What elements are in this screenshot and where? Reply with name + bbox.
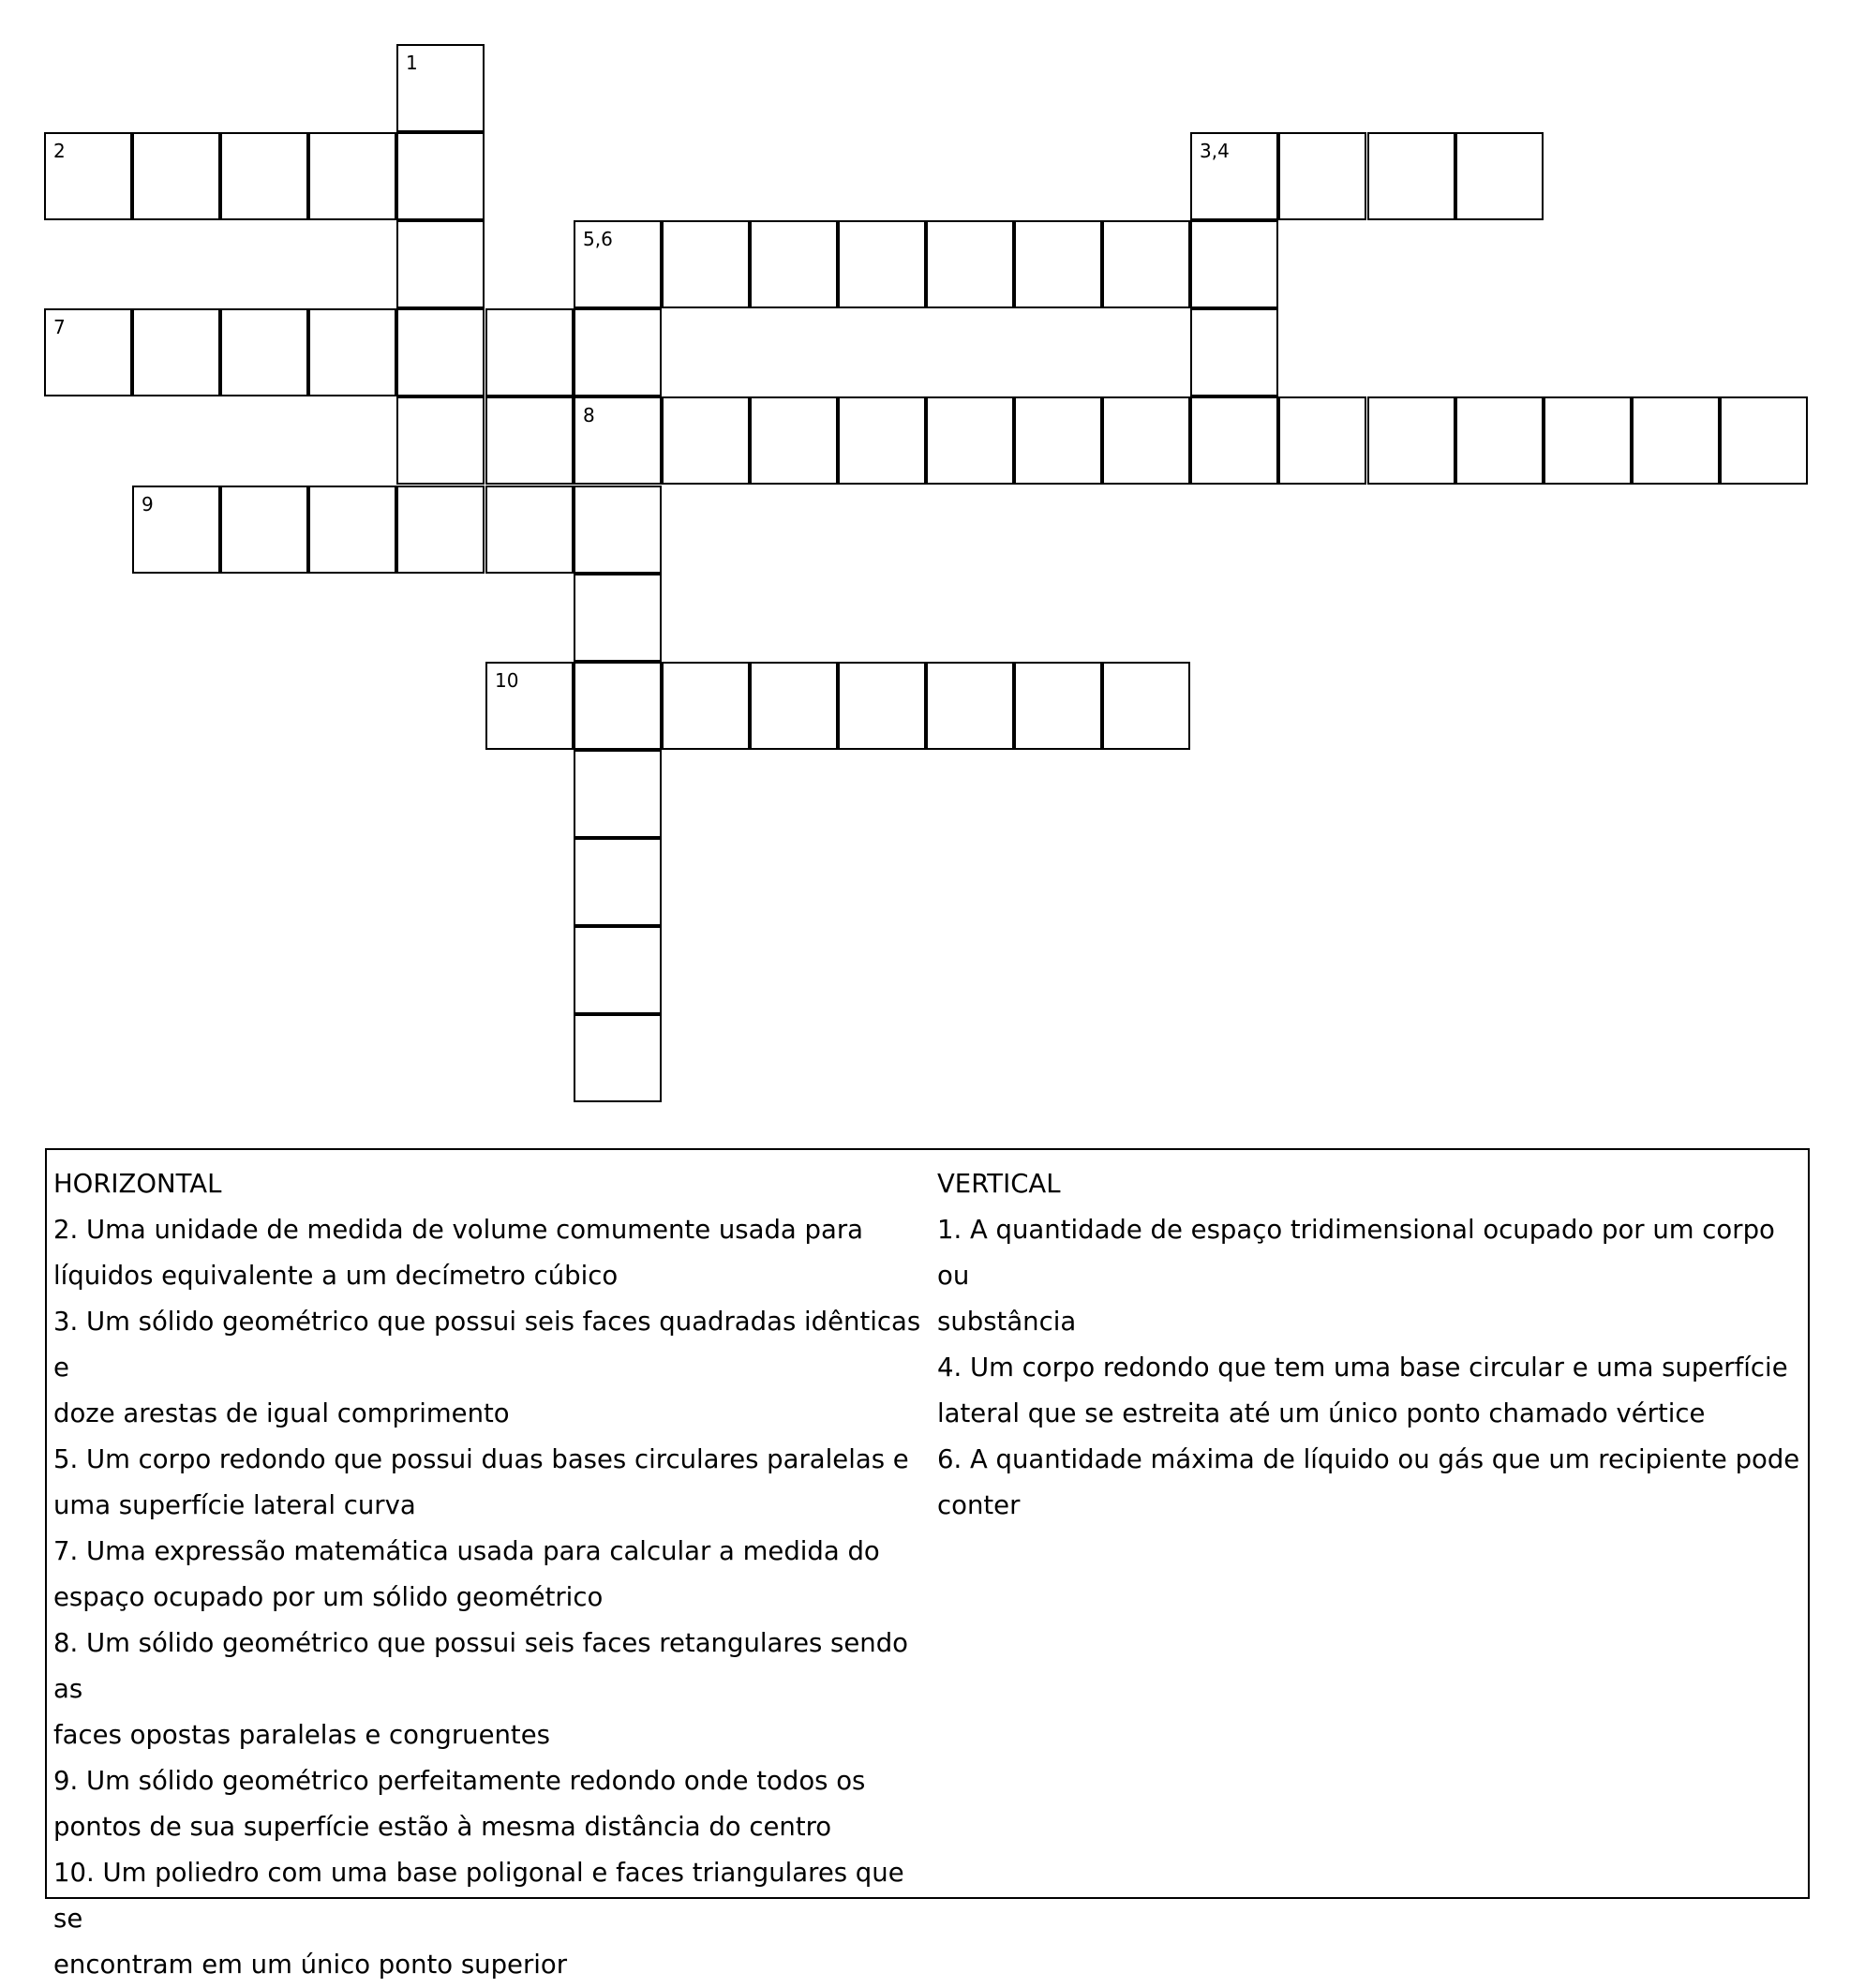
clue-line: 6. A quantidade máxima de líquido ou gás que um recipiente pode	[937, 1444, 1800, 1474]
clues-box	[45, 1148, 1810, 1980]
crossword-cell[interactable]	[308, 486, 396, 574]
clue-number: 1	[406, 52, 418, 74]
crossword-cell[interactable]	[574, 220, 662, 308]
clue-number: 8	[583, 404, 595, 426]
crossword-cell[interactable]	[750, 396, 838, 485]
crossword-cell[interactable]	[1014, 220, 1102, 308]
crossword-cell[interactable]	[574, 396, 662, 485]
clue-line: 4. Um corpo redondo que tem uma base circular e uma superfície	[937, 1353, 1788, 1383]
clue-line: 8. Um sólido geométrico que possui seis faces retangulares sendo as	[53, 1628, 909, 1704]
crossword-cell[interactable]	[838, 396, 926, 485]
crossword-cell[interactable]	[308, 132, 396, 220]
crossword-cell[interactable]	[1102, 220, 1190, 308]
crossword-cell[interactable]	[1190, 132, 1278, 220]
crossword-cell[interactable]	[574, 926, 662, 1014]
crossword-cell[interactable]	[574, 574, 662, 662]
clue-line: lateral que se estreita até um único ponto chamado vértice	[937, 1398, 1706, 1428]
crossword-cell[interactable]	[220, 308, 308, 396]
crossword-cell[interactable]	[132, 308, 220, 396]
crossword-cell[interactable]	[1102, 396, 1190, 485]
clue-line: 2. Uma unidade de medida de volume comumente usada para	[53, 1215, 863, 1245]
crossword-cell[interactable]	[750, 662, 838, 750]
crossword-cell[interactable]	[662, 662, 750, 750]
crossword-cell[interactable]	[1102, 662, 1190, 750]
crossword-cell[interactable]	[1278, 396, 1366, 485]
crossword-cell[interactable]	[574, 308, 662, 396]
crossword-cell[interactable]	[1455, 132, 1544, 220]
crossword-cell[interactable]	[838, 662, 926, 750]
crossword-cell[interactable]	[1720, 396, 1808, 485]
crossword-cell[interactable]	[838, 220, 926, 308]
crossword-cell[interactable]	[926, 220, 1014, 308]
crossword-cell[interactable]	[396, 132, 485, 220]
crossword-cell[interactable]	[574, 1014, 662, 1102]
clue-line: espaço ocupado por um sólido geométrico	[53, 1582, 604, 1612]
clue-line: uma superfície lateral curva	[53, 1490, 416, 1520]
clue-line: pontos de sua superfície estão à mesma distância do centro	[53, 1812, 832, 1842]
clue-number: 10	[495, 669, 519, 692]
clue-line: 1. A quantidade de espaço tridimensional ocupado por um corpo ou	[937, 1215, 1775, 1291]
crossword-cell[interactable]	[485, 662, 574, 750]
crossword-cell[interactable]	[926, 662, 1014, 750]
crossword-cell[interactable]	[1367, 132, 1455, 220]
crossword-cell[interactable]	[574, 486, 662, 574]
clue-line: substância	[937, 1307, 1077, 1337]
crossword-cell[interactable]	[1190, 396, 1278, 485]
horizontal-title: HORIZONTAL	[53, 1169, 222, 1199]
crossword-cell[interactable]	[1367, 396, 1455, 485]
crossword-cell[interactable]	[396, 486, 485, 574]
crossword-cell[interactable]	[574, 750, 662, 838]
clue-line: encontram em um único ponto superior	[53, 1950, 568, 1980]
crossword-cell[interactable]	[220, 132, 308, 220]
crossword-cell[interactable]	[485, 486, 574, 574]
crossword-cell[interactable]	[308, 308, 396, 396]
clue-line: faces opostas paralelas e congruentes	[53, 1720, 550, 1750]
crossword-cell[interactable]	[1014, 396, 1102, 485]
crossword-cell[interactable]	[926, 396, 1014, 485]
crossword-cell[interactable]	[132, 132, 220, 220]
clue-line: 5. Um corpo redondo que possui duas bases circulares paralelas e	[53, 1444, 909, 1474]
crossword-cell[interactable]	[662, 396, 750, 485]
clue-number: 9	[142, 493, 154, 516]
clue-line: conter	[937, 1490, 1021, 1520]
clue-number: 2	[53, 140, 66, 162]
crossword-cell[interactable]	[220, 486, 308, 574]
crossword-cell[interactable]	[132, 486, 220, 574]
crossword-cell[interactable]	[1544, 396, 1632, 485]
clue-line: 10. Um poliedro com uma base poligonal e faces triangulares que se	[53, 1858, 904, 1934]
crossword-cell[interactable]	[396, 220, 485, 308]
crossword-cell[interactable]	[750, 220, 838, 308]
clue-number: 5,6	[583, 228, 613, 250]
crossword-cell[interactable]	[1455, 396, 1544, 485]
crossword-cell[interactable]	[574, 838, 662, 926]
clue-number: 3,4	[1200, 140, 1230, 162]
clue-number: 7	[53, 316, 66, 338]
crossword-cell[interactable]	[1014, 662, 1102, 750]
crossword-cell[interactable]	[1190, 308, 1278, 396]
crossword-cell[interactable]	[44, 132, 132, 220]
vertical-clues	[937, 1161, 1804, 1529]
crossword-cell[interactable]	[396, 308, 485, 396]
crossword-cell[interactable]	[1278, 132, 1366, 220]
crossword-cell[interactable]	[574, 662, 662, 750]
clue-line: 9. Um sólido geométrico perfeitamente redondo onde todos os	[53, 1766, 866, 1796]
crossword-cell[interactable]	[485, 396, 574, 485]
horizontal-clues	[53, 1161, 930, 1988]
clue-line: líquidos equivalente a um decímetro cúbico	[53, 1261, 619, 1291]
crossword-cell[interactable]	[44, 308, 132, 396]
vertical-title: VERTICAL	[937, 1169, 1061, 1199]
crossword-cell[interactable]	[396, 396, 485, 485]
crossword-cell[interactable]	[1632, 396, 1720, 485]
crossword-cell[interactable]	[485, 308, 574, 396]
crossword-cell[interactable]	[662, 220, 750, 308]
clue-line: doze arestas de igual comprimento	[53, 1398, 510, 1428]
crossword-cell[interactable]	[396, 44, 485, 132]
crossword-cell[interactable]	[1190, 220, 1278, 308]
clue-line: 7. Uma expressão matemática usada para calcular a medida do	[53, 1536, 880, 1566]
clue-line: 3. Um sólido geométrico que possui seis faces quadradas idênticas e	[53, 1307, 921, 1383]
